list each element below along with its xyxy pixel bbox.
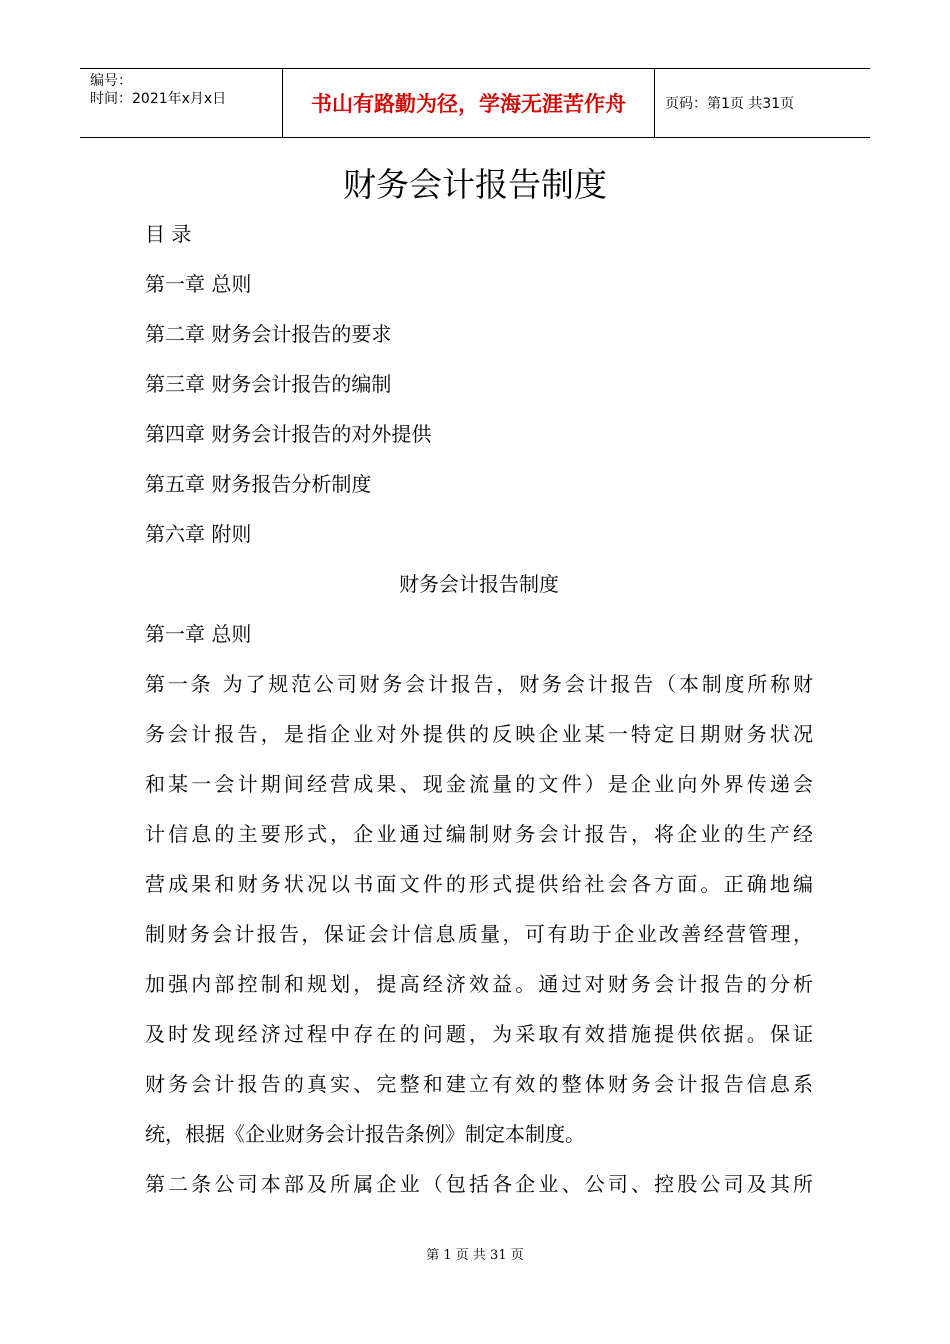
toc-item: 第一章 总则 bbox=[145, 272, 252, 296]
article-1-line: 务会计报告，是指企业对外提供的反映企业某一特定日期财务状况 bbox=[145, 722, 813, 746]
document-title: 财务会计报告制度 bbox=[343, 165, 607, 204]
toc-item: 第四章 财务会计报告的对外提供 bbox=[145, 422, 432, 446]
article-1-line: 和某一会计期间经营成果、现金流量的文件）是企业向外界传递会 bbox=[145, 772, 813, 796]
toc-heading: 目 录 bbox=[145, 222, 192, 246]
article-1-line: 第一条 为了规范公司财务会计报告，财务会计报告（本制度所称财 bbox=[145, 672, 813, 696]
article-2-line: 第二条公司本部及所属企业（包括各企业、公司、控股公司及其所 bbox=[145, 1172, 813, 1196]
article-1-line: 加强内部控制和规划，提高经济效益。通过对财务会计报告的分析 bbox=[145, 972, 813, 996]
article-1-line: 计信息的主要形式，企业通过编制财务会计报告，将企业的生产经 bbox=[145, 822, 813, 846]
section-subtitle: 财务会计报告制度 bbox=[399, 572, 559, 596]
document-time-label: 时间：2021年x月x日 bbox=[90, 91, 227, 107]
toc-item: 第二章 财务会计报告的要求 bbox=[145, 322, 392, 346]
toc-item: 第三章 财务会计报告的编制 bbox=[145, 372, 392, 396]
article-1-line: 统，根据《企业财务会计报告条例》制定本制度。 bbox=[145, 1122, 585, 1146]
page-footer: 第 1 页 共 31 页 bbox=[426, 1248, 524, 1263]
document-header bbox=[80, 68, 870, 138]
article-1-line: 营成果和财务状况以书面文件的形式提供给社会各方面。正确地编 bbox=[145, 872, 813, 896]
header-motto: 书山有路勤为径，学海无涯苦作舟 bbox=[282, 69, 655, 137]
article-1-line: 制财务会计报告，保证会计信息质量，可有助于企业改善经营管理， bbox=[145, 922, 813, 946]
document-number-label: 编号： bbox=[90, 73, 132, 89]
toc-item: 第六章 附则 bbox=[145, 522, 252, 546]
document-body bbox=[145, 209, 813, 1209]
header-page-info: 页码：第1页 共31页 bbox=[665, 96, 795, 112]
chapter-heading: 第一章 总则 bbox=[145, 622, 252, 646]
header-meta-cell bbox=[80, 69, 282, 137]
article-1-line: 财务会计报告的真实、完整和建立有效的整体财务会计报告信息系 bbox=[145, 1072, 813, 1096]
article-1-line: 及时发现经济过程中存在的问题，为采取有效措施提供依据。保证 bbox=[145, 1022, 813, 1046]
toc-item: 第五章 财务报告分析制度 bbox=[145, 472, 372, 496]
